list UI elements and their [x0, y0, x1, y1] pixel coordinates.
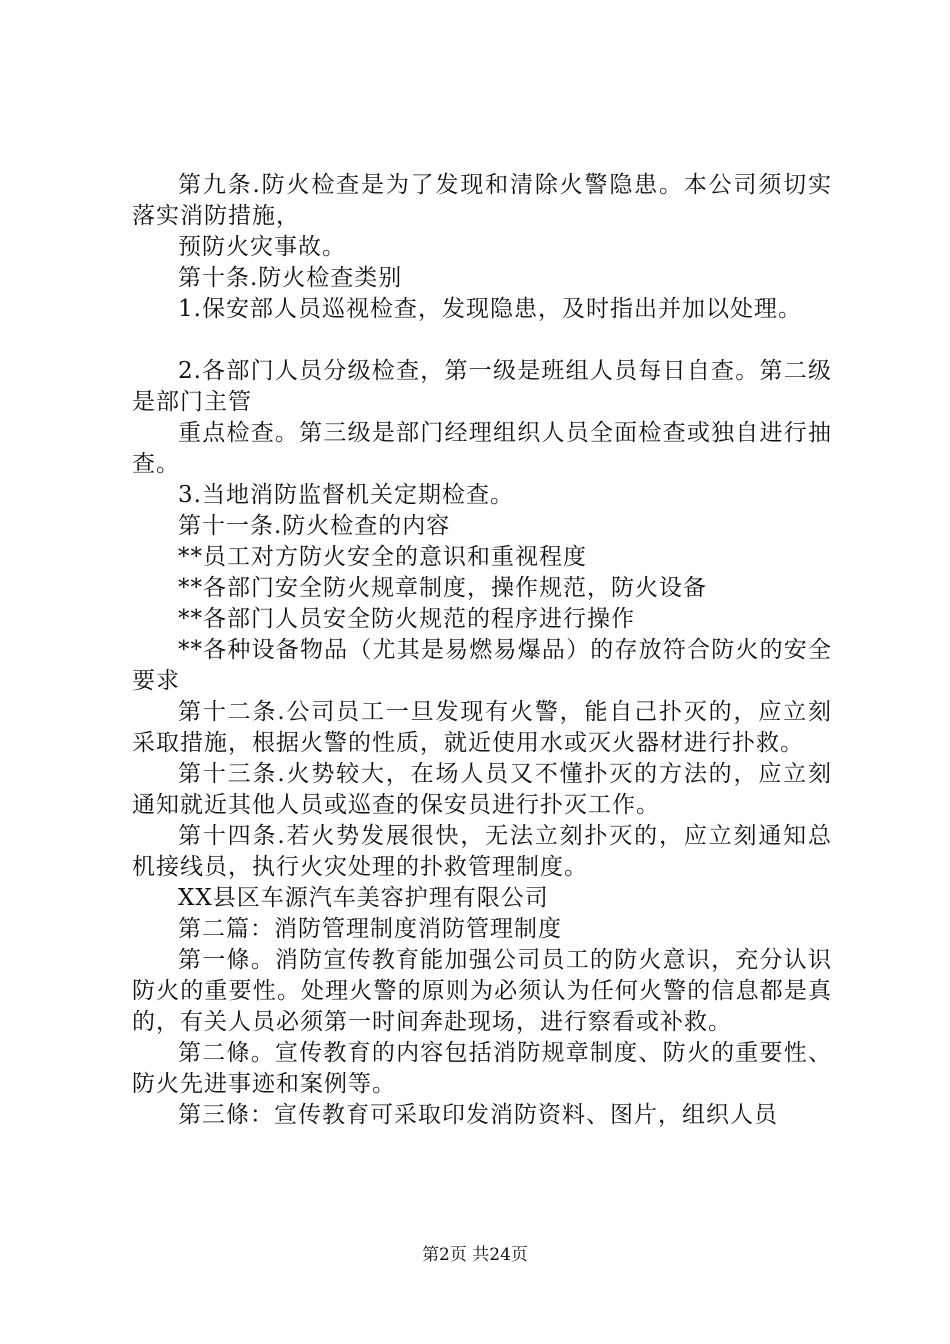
paragraph: 第十条.防火检查类别 — [178, 265, 403, 291]
paragraph: 第二篇：消防管理制度消防管理制度 — [178, 916, 562, 942]
paragraph: 第九条.防火检查是为了发现和清除火警隐患。本公司须切实落实消防措施， — [132, 172, 832, 229]
document-body — [132, 170, 832, 1131]
page-footer — [0, 1244, 950, 1266]
paragraph: 第十四条.若火势发展很快，无法立刻扑灭的，应立刻通知总机接线员，执行火灾处理的扑救管理制度。 — [132, 823, 832, 880]
paragraph: 第三條：宣传教育可采取印发消防资料、图片，组织人员 — [178, 1102, 778, 1128]
paragraph: 重点检查。第三级是部门经理组织人员全面检查或独自进行抽查。 — [132, 420, 832, 477]
page-number-label: 第2页 共24页 — [422, 1245, 528, 1265]
paragraph: 预防火灾事故。 — [178, 234, 346, 260]
paragraph: 2.各部门人员分级检查，第一级是班组人员每日自查。第二级是部门主管 — [132, 358, 832, 415]
paragraph: **员工对方防火安全的意识和重视程度 — [178, 544, 587, 570]
paragraph: 1.保安部人员巡视检查，发现隐患，及时指出并加以处理。 — [178, 296, 802, 322]
paragraph: 第十二条.公司员工一旦发现有火警，能自己扑灭的，应立刻采取措施，根据火警的性质，就近使用水或灭火器材进行扑救。 — [132, 699, 832, 756]
paragraph: **各种设备物品（尤其是易燃易爆品）的存放符合防火的安全要求 — [132, 637, 832, 694]
paragraph: 第十三条.火势较大，在场人员又不懂扑灭的方法的，应立刻通知就近其他人员或巡查的保安员进行扑灭工作。 — [132, 761, 832, 818]
paragraph: 第一條。消防宣传教育能加强公司员工的防火意识，充分认识防火的重要性。处理火警的原则为必须认为任何火警的信息都是真的，有关人员必须第一时间奔赴现场，进行察看或补救。 — [132, 947, 832, 1035]
paragraph: 第二條。宣传教育的内容包括消防规章制度、防火的重要性、防火先进事迹和案例等。 — [132, 1040, 832, 1097]
paragraph: XX县区车源汽车美容护理有限公司 — [178, 885, 549, 911]
paragraph: 第十一条.防火检查的内容 — [178, 513, 451, 539]
paragraph: 3.当地消防监督机关定期检查。 — [178, 482, 514, 508]
paragraph: **各部门安全防火规章制度，操作规范，防火设备 — [178, 575, 707, 601]
paragraph: **各部门人员安全防火规范的程序进行操作 — [178, 606, 635, 632]
